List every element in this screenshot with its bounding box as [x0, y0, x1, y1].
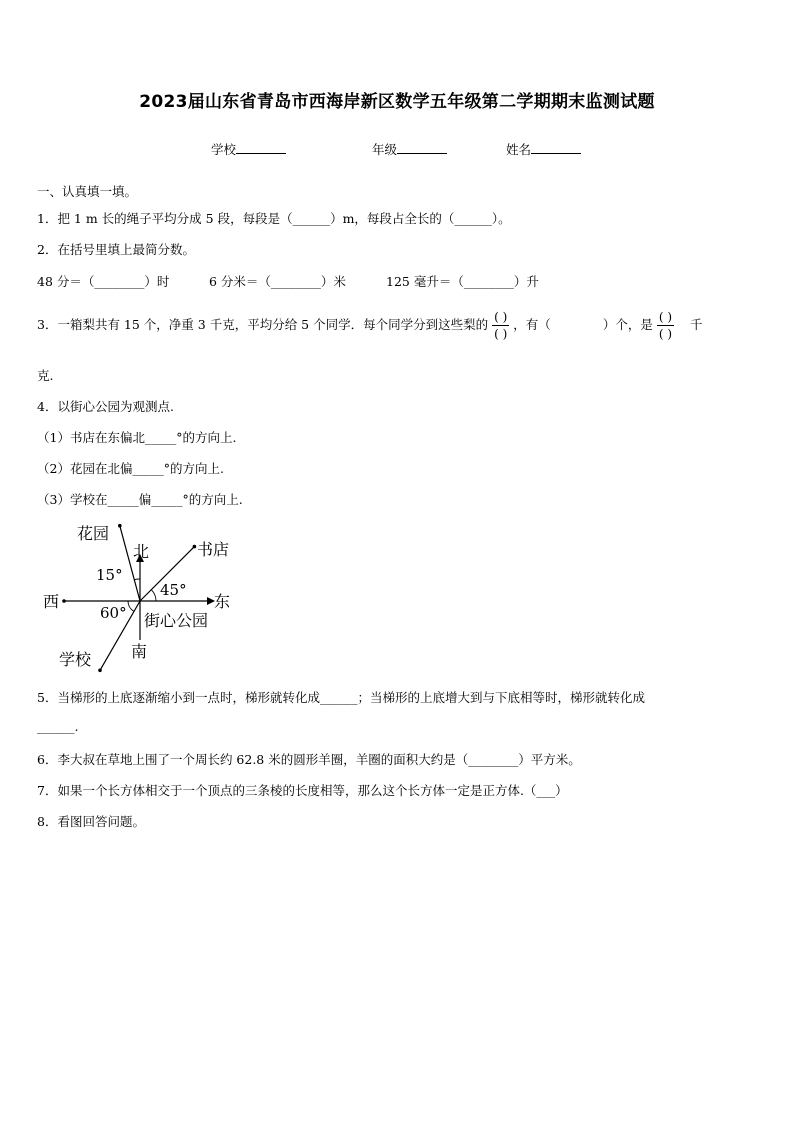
question-2: 2．在括号里填上最简分数。	[37, 242, 195, 257]
question-4-part-1: （1）书店在东偏北_____°的方向上.	[37, 430, 237, 445]
question-5-continued: ______.	[37, 719, 79, 734]
west-label: 西	[43, 592, 60, 611]
north-label: 北	[133, 542, 150, 561]
bookstore-label: 书店	[197, 540, 230, 559]
bookstore-dot	[193, 545, 197, 549]
question-1: 1．把 1 m 长的绳子平均分成 5 段，每段是（______）m，每段占全长的（______）。	[37, 211, 511, 226]
angle-45-label: 45°	[160, 581, 187, 599]
question-7: 7．如果一个长方体相交于一个顶点的三条棱的长度相等，那么这个长方体一定是正方体.（___）	[37, 783, 568, 798]
name-blank[interactable]	[531, 141, 581, 154]
fraction-2-numerator: ( )	[658, 310, 673, 324]
angle-15-label: 15°	[96, 566, 123, 584]
question-3-text-c: ）个，是	[602, 317, 653, 332]
fraction-2-denominator: ( )	[658, 327, 673, 341]
angle-15-arc	[134, 579, 140, 580]
school-dot	[98, 669, 102, 673]
grade-field	[372, 140, 447, 158]
question-4-part-2: （2）花园在北偏_____°的方向上.	[37, 461, 224, 476]
fraction-1-denominator: ( )	[494, 327, 508, 341]
question-5: 5．当梯形的上底逐渐缩小到一点时，梯形就转化成______；当梯形的上底增大到与下底相等时，梯形就转化成	[37, 690, 645, 705]
south-label: 南	[131, 642, 148, 661]
fraction-1	[492, 311, 509, 340]
angle-45-arc	[151, 590, 156, 601]
fraction-1-numerator: ( )	[494, 310, 508, 324]
name-field	[506, 140, 581, 158]
angle-60-arc	[128, 601, 134, 611]
question-6: 6．李大叔在草地上围了一个周长约 62.8 米的圆形羊圈，羊圈的面积大约是（________）平方米。	[37, 752, 581, 767]
name-label: 姓名	[506, 142, 532, 157]
question-2-part-c: 125 毫升＝（________）升	[386, 274, 539, 289]
question-2-part-b: 6 分米＝（________）米	[209, 274, 346, 289]
west-dot	[62, 599, 66, 603]
page-title: 2023届山东省青岛市西海岸新区数学五年级第二学期期末监测试题	[139, 92, 655, 112]
park-label: 街心公园	[144, 611, 209, 630]
question-3-unit-b: 克.	[37, 368, 54, 383]
question-3-unit-a: 千	[690, 317, 703, 332]
fraction-2	[657, 311, 674, 340]
question-3-text-b: ，有（	[513, 317, 551, 332]
question-4-part-3: （3）学校在_____偏_____°的方向上.	[37, 492, 243, 507]
student-info-row	[0, 140, 794, 160]
question-3-text-a: 3．一箱梨共有 15 个，净重 3 千克，平均分给 5 个同学．每个同学分到这些梨的	[37, 317, 489, 332]
question-2-part-a: 48 分＝（________）时	[37, 274, 170, 289]
question-4: 4．以街心公园为观测点.	[37, 399, 174, 414]
grade-blank[interactable]	[397, 141, 447, 154]
garden-dot	[118, 524, 122, 528]
school-label-diagram: 学校	[59, 650, 92, 669]
section-heading: 一、认真填一填。	[37, 184, 138, 199]
garden-ray	[120, 526, 140, 601]
question-3	[37, 305, 703, 345]
garden-label: 花园	[77, 524, 110, 543]
school-blank[interactable]	[236, 141, 286, 154]
angle-60-label: 60°	[100, 604, 127, 622]
grade-label: 年级	[372, 142, 398, 157]
direction-diagram	[30, 515, 270, 675]
question-8: 8．看图回答问题。	[37, 814, 145, 829]
east-label: 东	[214, 592, 231, 611]
school-label: 学校	[211, 142, 237, 157]
school-field	[211, 140, 286, 158]
